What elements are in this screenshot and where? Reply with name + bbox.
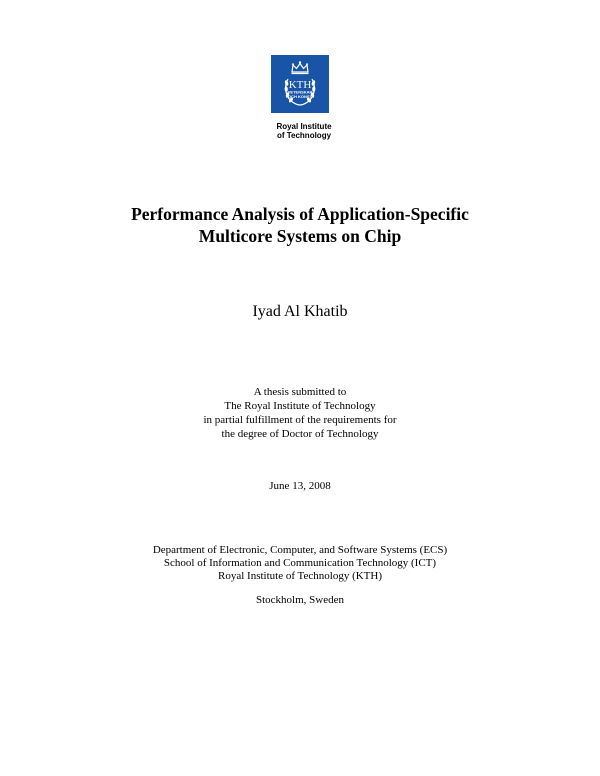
thesis-title — [0, 203, 600, 247]
logo-motto-line2: OCH KONST — [288, 94, 312, 99]
submission-line4: the degree of Doctor of Technology — [221, 428, 379, 440]
affiliation-line2: School of Information and Communication Technology (ICT) — [163, 557, 437, 569]
logo-block — [0, 55, 600, 140]
affiliation-line3: Royal Institute of Technology (KTH) — [218, 570, 382, 582]
submission-line3: in partial fulfillment of the requirements for — [203, 414, 397, 426]
logo-caption-line1: Royal Institute — [276, 122, 332, 131]
submission-line1: A thesis submitted to — [253, 386, 347, 398]
location: Stockholm, Sweden — [256, 594, 344, 606]
submission-statement — [0, 385, 600, 441]
logo-caption — [0, 122, 600, 140]
thesis-date: June 13, 2008 — [269, 480, 331, 492]
author-name: Iyad Al Khatib — [252, 303, 348, 320]
kth-logo-icon — [271, 55, 329, 113]
affiliation — [0, 544, 600, 583]
logo-caption-line2: of Technology — [276, 131, 332, 140]
logo-motto-line1: VETENSKAP — [287, 89, 313, 95]
title-line1: Performance Analysis of Application-Specific — [131, 204, 469, 224]
title-line2: Multicore Systems on Chip — [198, 226, 402, 246]
affiliation-line1: Department of Electronic, Computer, and Software Systems (ECS) — [152, 544, 448, 556]
logo-mark-text: KTH — [288, 79, 312, 91]
submission-line2: The Royal Institute of Technology — [224, 400, 376, 412]
